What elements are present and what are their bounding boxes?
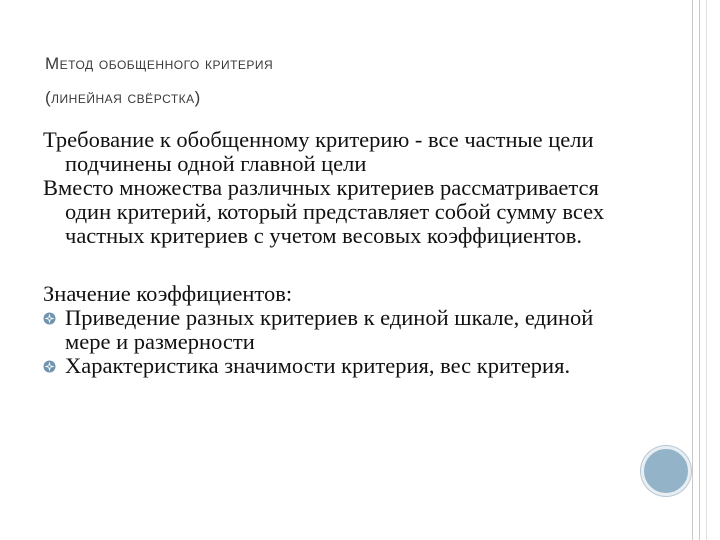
decorative-circle [641,446,691,496]
decorative-rule [692,0,693,540]
slide-title-line-1: Метод обобщенного критерия [45,54,274,73]
paragraph-instead: Вместо множества различных критериев рассматривается один критерий, который представляет собой сумму всех частных критериев с учетом весовых коэффициентов. [43,175,605,248]
bullet-text: Характеристика значимости критерия, вес критерия. [65,353,571,378]
coefficients-heading: Значение коэффициентов: [43,281,293,306]
spacer [43,248,643,282]
decorative-rule [706,0,707,540]
compass-bullet-icon [43,360,56,373]
bullet-text: Приведение разных критериев к единой шкале, единой мере и размерности [65,305,594,354]
list-item [43,354,643,378]
list-item [43,306,643,354]
slide-title-line-2: (линейная свёрстка) [45,88,201,107]
paragraph-requirement: Требование к обобщенному критерию - все частные цели подчинены одной главной цели [43,127,594,176]
decorative-rule [699,0,700,540]
compass-bullet-icon [43,312,56,325]
slide-body [43,128,643,378]
slide-title [45,47,645,115]
